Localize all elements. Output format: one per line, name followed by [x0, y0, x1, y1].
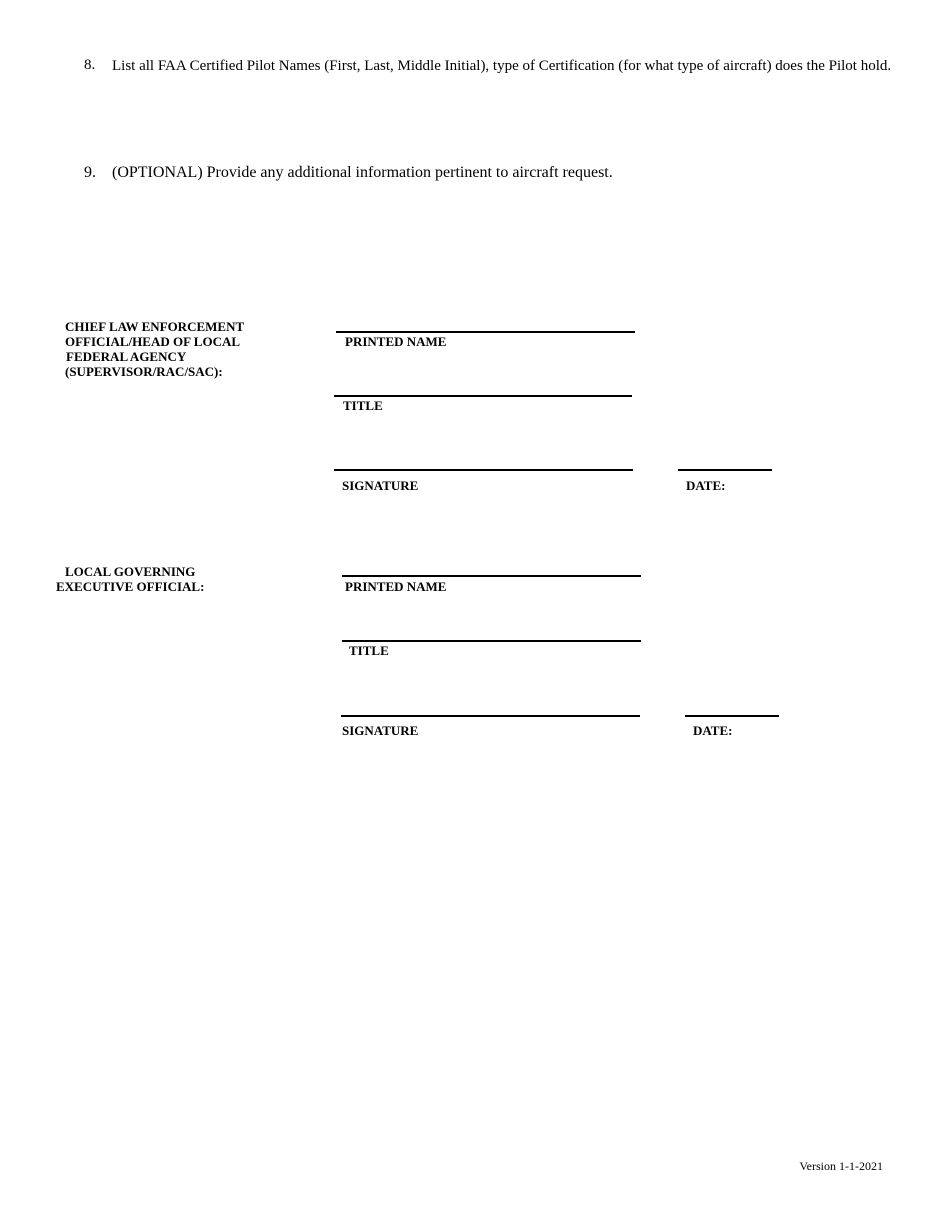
signature-label: SIGNATURE	[342, 478, 419, 493]
question-8-text: List all FAA Certified Pilot Names (First, Last, Middle Initial), type of Certification (for what type of aircraft) does the Pilot hold.	[112, 58, 892, 74]
question-8-number: 8.	[84, 57, 96, 73]
signature-label: SIGNATURE	[342, 723, 419, 738]
printed-name-label: PRINTED NAME	[345, 579, 447, 594]
signature-line[interactable]	[341, 715, 640, 717]
printed-name-line[interactable]	[336, 331, 635, 333]
title-label: TITLE	[349, 643, 389, 658]
title-line[interactable]	[342, 640, 641, 642]
label-line: FEDERAL AGENCY	[66, 349, 187, 364]
date-label: DATE:	[693, 723, 733, 738]
date-line[interactable]	[678, 469, 772, 471]
version-footer: Version 1-1-2021	[799, 1159, 883, 1173]
label-line: LOCAL GOVERNING	[65, 564, 196, 579]
local-governing-executive-label	[56, 564, 204, 594]
chief-law-enforcement-label	[65, 319, 244, 379]
title-label: TITLE	[343, 398, 383, 413]
signature-line[interactable]	[334, 469, 633, 471]
label-line: OFFICIAL/HEAD OF LOCAL	[65, 334, 241, 349]
printed-name-line[interactable]	[342, 575, 641, 577]
title-line[interactable]	[334, 395, 632, 397]
question-9-text: (OPTIONAL) Provide any additional information pertinent to aircraft request.	[112, 164, 613, 181]
label-line: (SUPERVISOR/RAC/SAC):	[65, 364, 223, 379]
question-9-number: 9.	[84, 164, 96, 181]
date-label: DATE:	[686, 478, 726, 493]
printed-name-label: PRINTED NAME	[345, 334, 447, 349]
label-line: CHIEF LAW ENFORCEMENT	[65, 319, 245, 334]
label-line: EXECUTIVE OFFICIAL:	[56, 579, 205, 594]
date-line[interactable]	[685, 715, 779, 717]
